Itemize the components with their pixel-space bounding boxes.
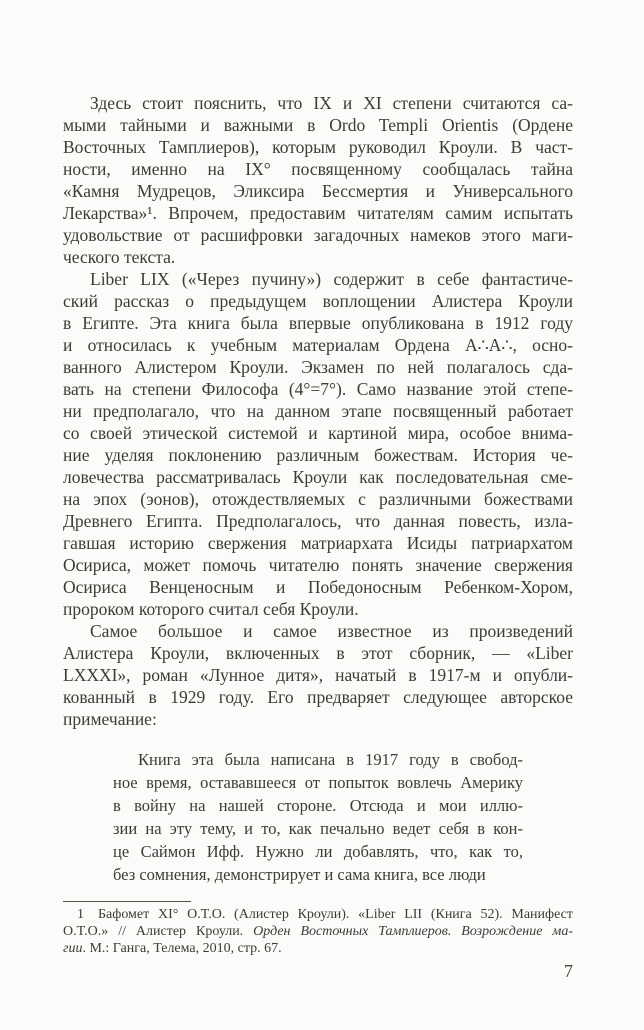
text-line: «Камня Мудрецов, Эликсира Бессмертия и Универсального: [63, 181, 573, 201]
footnote-italic-segment: гии: [63, 941, 83, 956]
text-line: Алистера Кроули, включенных в этот сборник, — «Liber: [63, 643, 573, 663]
text-line: це Саймон Ифф. Нужно ли добавлять, что, как то,: [113, 842, 523, 861]
footnote-separator: [63, 901, 191, 902]
text-line: мыми тайными и важными в Ordo Templi Orientis (Ордене: [63, 115, 573, 135]
text-line: в Египте. Эта книга была впервые опубликована в 1912 году: [63, 313, 573, 333]
text-line: кованный в 1929 году. Его предваряет следующее авторское: [63, 687, 573, 707]
text-line: [63, 906, 573, 923]
text-line: со своей этической системой и картиной мира, особое внима-: [63, 423, 573, 443]
text-line: [63, 940, 573, 957]
text-line: [63, 923, 573, 940]
text-line: ческого текста.: [63, 247, 176, 267]
text-line: на эпох (эонов), отождествляемых с различными божествами: [63, 489, 573, 509]
paragraph-3: [63, 620, 573, 730]
paragraph-2: [63, 268, 573, 620]
text-line: Древнего Египта. Предполагалось, что данная повесть, изла-: [63, 511, 573, 531]
text-line: и относилась к учебным материалам Ордена А∴А∴, осно-: [63, 335, 573, 355]
text-line: Книга эта была написана в 1917 году в свобод-: [138, 750, 523, 769]
text-line: ванного Алистером Кроули. Экзамен по ней полагалось сда-: [63, 357, 573, 377]
page-number: 7: [564, 961, 573, 981]
text-line: вать на степени Философа (4°=7°). Само название этой степе-: [63, 379, 573, 399]
footnote-text-segment: O.T.O.» // Алистер Кроули.: [63, 924, 254, 939]
text-line: ловечества рассматривалась Кроули как последовательная сме-: [63, 467, 573, 487]
footnote: [63, 901, 573, 957]
text-line: пророком которого считал себя Кроули.: [63, 599, 359, 619]
text-line: ский рассказ о предыдущем воплощении Алистера Кроули: [63, 291, 573, 311]
text-line: ное время, остававшееся от попыток вовлечь Америку: [113, 773, 523, 792]
text-line: Восточных Тамплиеров), которым руководил Кроули. В част-: [63, 137, 573, 157]
text-line: ние уделяя поклонению различным божествам. История че-: [63, 445, 573, 465]
text-line: Самое большое и самое известное из произведений: [90, 621, 573, 641]
footnote-text: [63, 906, 573, 957]
text-line: Лекарства»¹. Впрочем, предоставим читателям самим испытать: [63, 203, 573, 223]
text-line: гавшая историю свержения матриархата Исиды патриархатом: [63, 533, 573, 553]
author-note-blockquote: [113, 748, 523, 886]
text-block: [63, 92, 573, 957]
text-line: ности, именно на IX° посвященному сообщалась тайна: [63, 159, 573, 179]
text-line: Liber LIX («Через пучину») содержит в себе фантастиче-: [90, 269, 573, 289]
text-line: Осириса Венценосным и Победоносным Ребенком-Хором,: [63, 577, 573, 597]
text-line: LXXXI», роман «Лунное дитя», начатый в 1917-м и опубли-: [63, 665, 573, 685]
text-line: зии на эту тему, и то, как печально ведет себя в кон-: [113, 819, 523, 838]
text-line: примечание:: [63, 709, 157, 729]
footnote-italic-segment: Орден Восточных Тамплиеров. Возрождение ма-: [253, 924, 573, 939]
paragraph-1: [63, 92, 573, 268]
text-line: без сомнения, демонстрирует и сама книга, все люди: [113, 865, 486, 884]
text-line: Осириса, может помочь читателю понять значение свержения: [63, 555, 573, 575]
text-line: удовольствие от расшифровки загадочных намеков этого маги-: [63, 225, 573, 245]
text-line: Здесь стоит пояснить, что IX и XI степени считаются са-: [90, 93, 573, 113]
text-line: в войну на нашей стороне. Отсюда и мои иллю-: [113, 796, 523, 815]
footnote-text-segment: . М.: Ганга, Телема, 2010, стр. 67.: [82, 941, 282, 956]
footnote-text-segment: 1 Бафомет XI° O.T.O. (Алистер Кроули). «Liber LII (Книга 52). Манифест: [77, 907, 573, 922]
text-line: ни предполагало, что на данном этапе посвященный работает: [63, 401, 573, 421]
